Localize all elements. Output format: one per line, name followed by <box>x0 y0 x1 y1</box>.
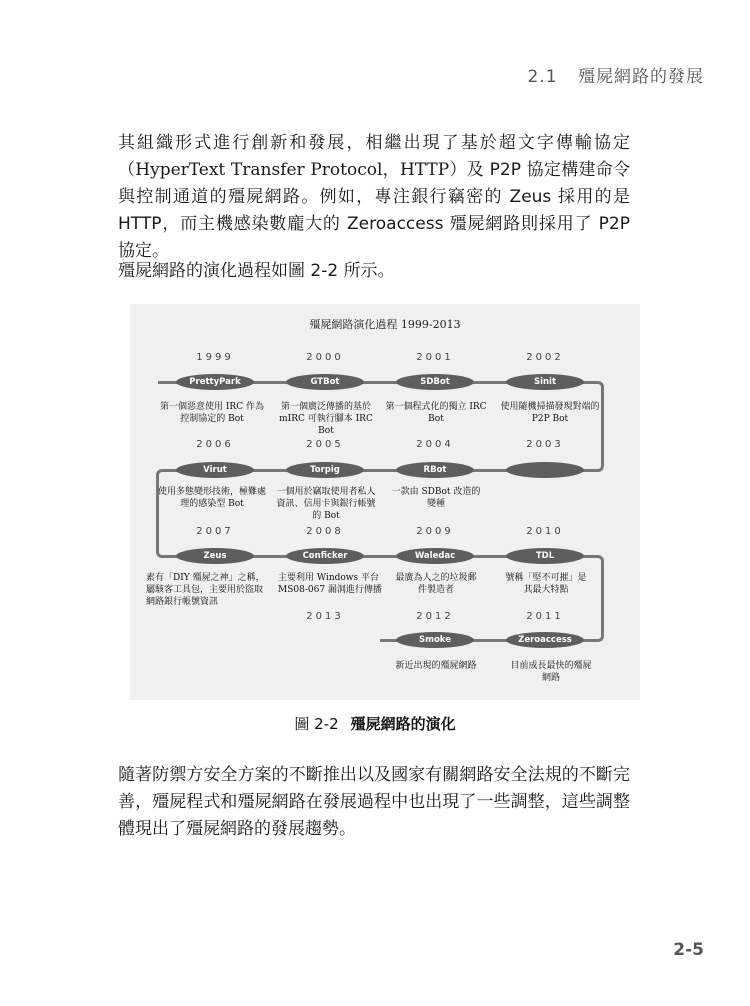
p1-text-c: ）及 P2P 協定構建命令與控制通道的殭屍網路。例如，專注銀行竊密的 Zeus 採用的是 HTTP，而主機感染數龐大的 Zeroaccess 殭屍網路則採用了 P2P 協定。 <box>118 160 630 261</box>
evolution-figure <box>130 304 640 700</box>
bot-node: TDL <box>506 548 584 564</box>
bot-node-empty <box>506 462 584 478</box>
p1-text-a: 其組織形式進行創新和發展，相繼出現了基於超文字傳輸協定（ <box>118 133 630 180</box>
year-label: 2012 <box>416 611 454 622</box>
year-label: 2002 <box>526 352 564 363</box>
bot-description: 目前成長最快的殭屍網路 <box>510 661 592 683</box>
year-label: 2007 <box>196 526 234 537</box>
bot-node: Sinit <box>506 374 584 390</box>
bot-description: 號稱「堅不可摧」是其最大特點 <box>505 573 587 595</box>
p1-text-b: HyperText Transfer Protocol，HTTP <box>135 160 450 180</box>
bot-description: 主要利用 Windows 平台 MS08-067 漏洞進行傳播 <box>278 573 382 595</box>
bot-description: 第一個惡意使用 IRC 作為控制協定的 Bot <box>160 402 264 424</box>
bot-node: Waledac <box>396 548 474 564</box>
bot-node: Virut <box>176 462 254 478</box>
year-label: 2005 <box>306 439 344 450</box>
bot-description: 新近出現的殭屍網路 <box>395 661 477 671</box>
bot-description: 第一個程式化的獨立 IRC Bot <box>385 402 487 424</box>
year-label: 1999 <box>196 352 234 363</box>
year-label: 2008 <box>306 526 344 537</box>
bot-description: 一個用於竊取使用者私人資訊、信用卡與銀行帳號的 Bot <box>276 487 376 521</box>
bot-description: 使用多態變形技術，極難處理的感染型 Bot <box>157 487 266 509</box>
year-label: 2013 <box>306 611 344 622</box>
bot-node: PrettyPark <box>176 374 254 390</box>
year-label: 2011 <box>526 611 564 622</box>
track-right-down-2 <box>601 569 604 627</box>
bot-node: Zeroaccess <box>506 632 584 648</box>
section-number: 2.1 <box>527 67 558 87</box>
figure-caption <box>0 713 750 734</box>
body-paragraph-1 <box>118 130 630 265</box>
bot-node: Zeus <box>176 548 254 564</box>
bot-description: 最廣為人之的垃圾郵件製造者 <box>395 573 477 595</box>
body-paragraph-2: 殭屍網路的演化過程如圖 2-2 所示。 <box>118 261 395 281</box>
body-paragraph-3: 隨著防禦方安全方案的不斷推出以及國家有關網路安全法規的不斷完善，殭屍程式和殭屍網路在發展過程中也出現了一些調整，這些調整體現出了殭屍網路的發展趨勢。 <box>118 765 630 839</box>
bot-node: GTBot <box>286 374 364 390</box>
year-label: 2003 <box>526 439 564 450</box>
bot-description: 使用隨機掃描發現對端的 P2P Bot <box>500 402 600 424</box>
year-label: 2006 <box>196 439 234 450</box>
section-title: 殭屍網路的發展 <box>578 67 704 87</box>
running-header <box>528 62 704 87</box>
bot-node: Torpig <box>286 462 364 478</box>
year-label: 2009 <box>416 526 454 537</box>
page-number: 2-5 <box>673 940 704 960</box>
bot-node: Smoke <box>396 632 474 648</box>
year-label: 2000 <box>306 352 344 363</box>
bot-description: 素有「DIY 殭屍之神」之稱，屬駭客工具包，主要用於盜取網路銀行帳號資訊 <box>146 573 265 607</box>
track-right-down <box>601 395 604 457</box>
figure-title: 殭屍網路演化過程 1999-2013 <box>309 318 461 331</box>
year-label: 2010 <box>526 526 564 537</box>
figure-caption-text: 殭屍網路的演化 <box>350 715 456 733</box>
bot-node: Conficker <box>286 548 364 564</box>
year-label: 2004 <box>416 439 454 450</box>
bot-description: 一款由 SDBot 改造的變種 <box>391 487 481 509</box>
bot-description: 第一個廣泛傳播的基於 mIRC 可執行腳本 IRC Bot <box>279 402 373 436</box>
year-label: 2001 <box>416 352 454 363</box>
bot-node: SDBot <box>396 374 474 390</box>
figure-number: 圖 2-2 <box>294 715 339 733</box>
bot-node: RBot <box>396 462 474 478</box>
